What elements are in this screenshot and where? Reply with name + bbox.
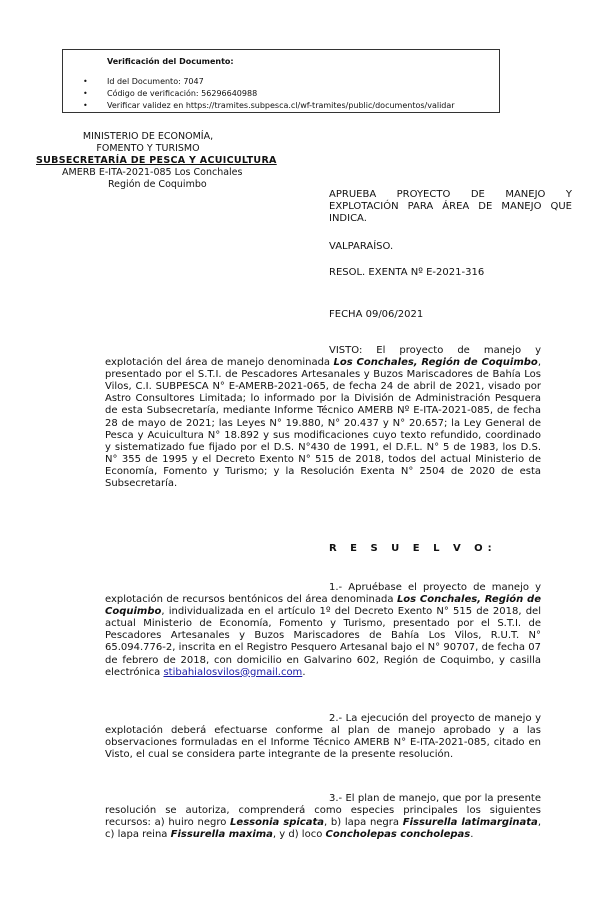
clause-1 [105,582,541,679]
ministry-name: MINISTERIO DE ECONOMÍA, FOMENTO Y TURISMO [82,131,214,154]
species-name: Fissurella maxima [170,829,273,841]
email-link[interactable]: stibahialosvilos@gmail.com [163,666,303,678]
bullet-icon: • [83,89,88,98]
document-id: Id del Documento: 7047 [107,77,204,86]
clause-3-lead: 3.- El plan de manejo, que por la presente resolución se autoriza, comprenderá como especies principales los siguientes recursos: a) huiro negro [105,793,541,829]
area-name: Los Conchales, Región de Coquimbo [333,357,538,369]
visto-paragraph [105,345,541,490]
clause-3-text: , y d) loco [272,829,323,841]
resolution-number: RESOL. EXENTA Nº E-2021-316 [329,267,485,278]
species-name: Lessonia spicata [230,817,325,829]
clause-3-text: , c) lapa reina [105,817,541,841]
clause-3 [105,793,541,841]
list-item[interactable] [83,100,455,112]
species-name: Fissurella latimarginata [402,817,538,829]
clause-2-text: 2.- La ejecución del proyecto de manejo y explotación deberá efectuarse conforme al plan de manejo aprobado y a las observaciones formuladas en el Informe Técnico AMERB N° E-ITA-2021-085, citado en Visto, el cual se considera parte integrante de la presente resolución. [105,713,541,761]
clause-3-text: , b) lapa negra [324,817,400,829]
clause-1-end: . [302,666,306,678]
clause-2 [105,713,541,761]
region-name: Región de Coquimbo [108,179,207,190]
visto-rest: , presentado por el S.T.I. de Pescadores Artesanales y Buzos Mariscadores de Bahía Los Vilos, C.I. SUBPESCA N° E-AMERB-2021-065, de fecha 24 de abril de 2021, visado por Astro Consultores Limitada; lo informado por la División de Administración Pesquera de esta Subsecretaría, mediante Informe Técnico AMERB Nº E-ITA-2021-085, de fecha 28 de mayo de 2021; las Leyes N° 19.880, N° 20.437 y N° 20.657; la Ley General de Pesca y Acuicultura N° 18.892 y sus modificaciones cuyo texto refundido, coordinado y sistematizado fue fijado por el D.S. N°430 de 1991, el D.F.L. N° 5 de 1983, los D.S. N° 355 de 1995 y el Decreto Exento N° 515 de 2018, todos del actual Ministerio de Economía, Fomento y Turismo; y la Resolución Exenta N° 2504 de 2020 de esta Subsecretaría. [105,357,541,490]
clause-1-rest: , individualizada en el artículo 1º del Decreto Exento N° 515 de 2018, del actual Ministerio de Economía, Fomento y Turismo, presentado por el S.T.I. de Pescadores Artesanales y Buzos Mariscadores de Bahía Los Vilos, R.U.T. N° 65.094.776-2, inscrita en el Registro Pesquero Artesanal bajo el N° 90707, de fecha 07 de febrero de 2018, con domicilio en Galvarino 602, Región de Coquimbo, y casilla electrónica [105,606,541,678]
subsecretaria-name: SUBSECRETARÍA DE PESCA Y ACUICULTURA [36,155,277,166]
bullet-icon: • [83,77,88,86]
verification-list [83,76,455,112]
verification-title: Verificación del Documento: [107,57,234,66]
resuelvo-heading: R E S U E L V O: [329,543,497,554]
clause-1-lead: 1.- Apruébase el proyecto de manejo y explotación de recursos bentónicos del área denominada [105,582,541,606]
document-city: VALPARAÍSO. [329,241,394,252]
bullet-icon: • [83,101,88,110]
verification-code: Código de verificación: 56296640988 [107,89,258,98]
verification-box [62,49,500,113]
area-name: Los Conchales, Región de Coquimbo [105,594,541,618]
document-title: APRUEBA PROYECTO DE MANEJO Y EXPLOTACIÓN PARA ÁREA DE MANEJO QUE INDICA. [329,189,572,225]
visto-lead: VISTO: El proyecto de manejo y explotación del área de manejo denominada [105,345,541,369]
list-item [83,76,455,88]
amerb-reference: AMERB E-ITA-2021-085 Los Conchales [62,167,243,178]
clause-3-end: . [470,829,474,841]
verification-url[interactable]: Verificar validez en https://tramites.subpesca.cl/wf-tramites/public/documentos/validar [107,101,455,110]
species-name: Concholepas concholepas [325,829,471,841]
list-item [83,88,455,100]
document-date: FECHA 09/06/2021 [329,309,424,320]
